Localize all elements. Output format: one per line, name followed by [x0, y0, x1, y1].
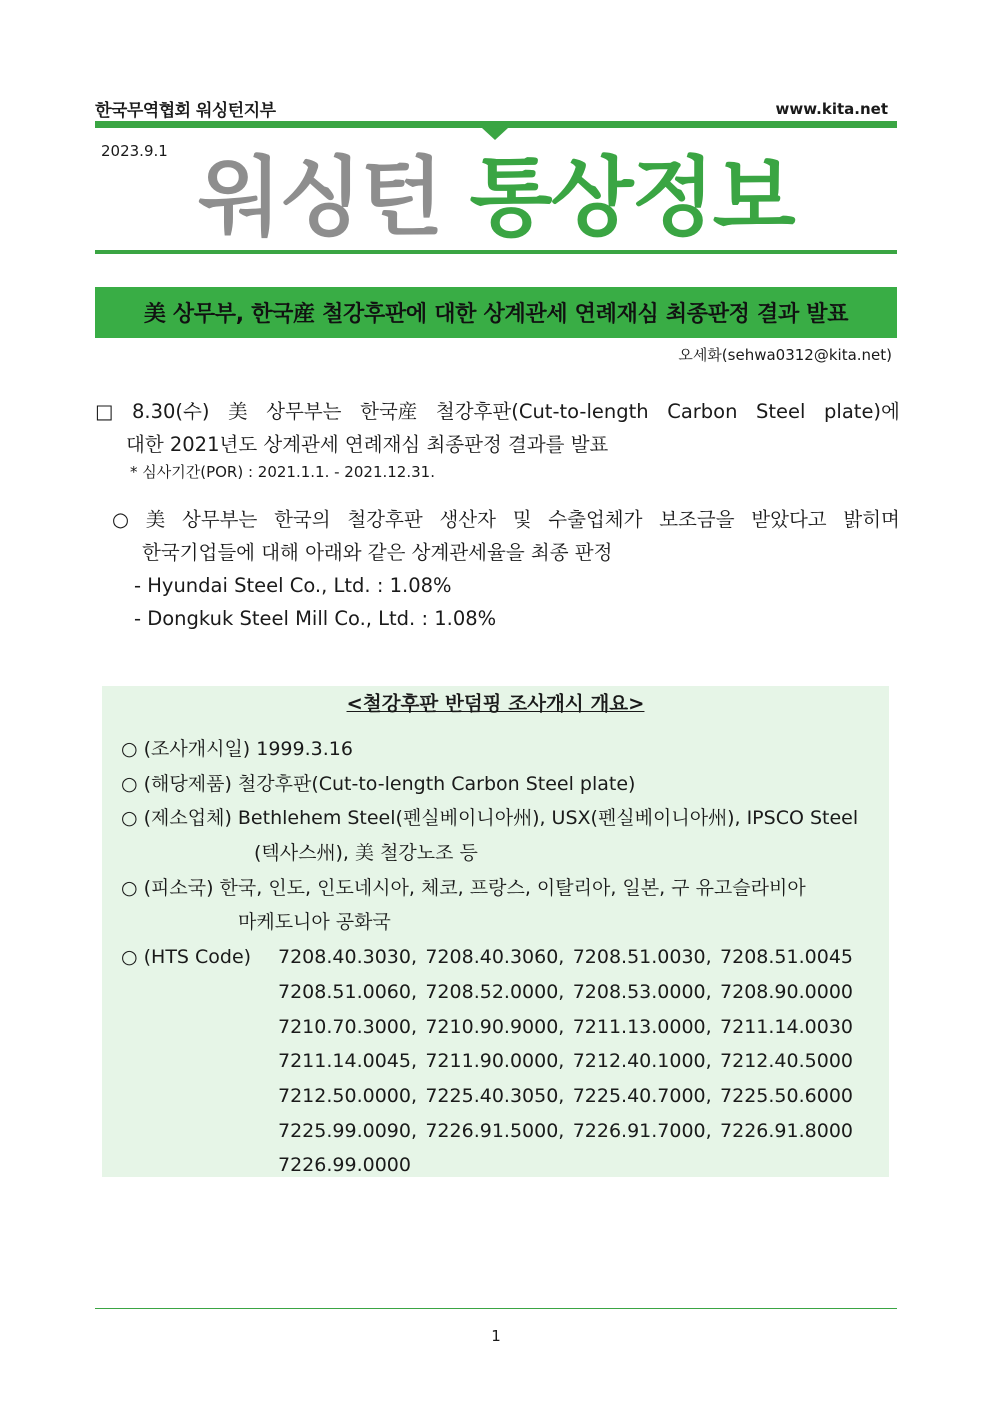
summary-item-countries: ○ (피소국) 한국, 인도, 인도네시아, 체코, 프랑스, 이탈리아, 일본, 구 유고슬라비아 — [121, 877, 806, 899]
hts-code: 7212.50.0000, — [278, 1085, 418, 1107]
word: 철강후판 — [347, 508, 423, 531]
word: 받았다고 — [751, 508, 827, 531]
review-period-note: * 심사기간(POR) : 2021.1.1. - 2021.12.31. — [130, 463, 435, 481]
header-notch — [482, 128, 508, 140]
word: plate)에 — [824, 400, 900, 423]
author: 오세화(sehwa0312@kita.net) — [678, 346, 892, 364]
organization-name: 한국무역협회 워싱턴지부 — [95, 101, 276, 121]
hts-code: 7211.14.0045, — [278, 1050, 418, 1072]
summary-item-petitioners: ○ (제소업체) Bethlehem Steel(펜실베이니아州), USX(펜실베이니아州), IPSCO Steel — [121, 807, 859, 829]
word: 8.30(수) — [132, 400, 210, 423]
hts-code: 7212.40.5000 — [720, 1050, 853, 1072]
summary-box-title: <철강후판 반덤핑 조사개시 개요> — [346, 692, 645, 715]
issue-date: 2023.9.1 — [101, 142, 168, 160]
page-number: 1 — [491, 1327, 501, 1345]
hts-code: 7208.52.0000, — [425, 981, 565, 1003]
hts-code: 7226.99.0000 — [278, 1154, 411, 1176]
summary-item-initiation-date: ○ (조사개시일) 1999.3.16 — [121, 738, 353, 760]
hts-code: 7226.91.8000 — [720, 1120, 853, 1142]
hts-code: 7208.53.0000, — [572, 981, 712, 1003]
footer-rule — [95, 1308, 897, 1309]
word: 생산자 — [439, 508, 496, 531]
square-bullet: □ — [95, 400, 114, 423]
word: Carbon — [667, 400, 738, 423]
hts-code-row — [278, 1085, 853, 1107]
word: 밝히며 — [843, 508, 900, 531]
banner-rule — [95, 250, 897, 254]
hts-code: 7211.13.0000, — [572, 1016, 712, 1038]
hts-code-row — [278, 946, 853, 968]
paragraph-2-line-2: 한국기업들에 대해 아래와 같은 상계관세율을 최종 판정 — [142, 541, 613, 564]
hts-code-row — [278, 1120, 853, 1142]
word: 철강후판(Cut-to-length — [435, 400, 649, 423]
hts-code: 7210.70.3000, — [278, 1016, 418, 1038]
article-title: 美 상무부, 한국産 철강후판에 대한 상계관세 연례재심 최종판정 결과 발표 — [143, 302, 849, 327]
circle-bullet: ○ — [112, 508, 130, 531]
article-title-bar — [95, 287, 897, 338]
summary-item-product: ○ (해당제품) 철강후판(Cut-to-length Carbon Steel plate) — [121, 773, 636, 795]
hts-code: 7208.51.0045 — [720, 946, 853, 968]
word: 상무부는 — [182, 508, 258, 531]
hts-code: 7225.99.0090, — [278, 1120, 418, 1142]
hts-code: 7211.90.0000, — [425, 1050, 565, 1072]
word: 수출업체가 — [548, 508, 643, 531]
paragraph-2 — [112, 503, 900, 635]
company-rate-item: - Hyundai Steel Co., Ltd. : 1.08% — [134, 574, 452, 597]
hts-code: 7225.40.7000, — [572, 1085, 712, 1107]
hts-code: 7208.40.3060, — [425, 946, 565, 968]
summary-item-petitioners-cont: (텍사스州), 美 철강노조 등 — [254, 842, 478, 864]
hts-code: 7208.51.0030, — [572, 946, 712, 968]
hts-code: 7225.40.3050, — [425, 1085, 565, 1107]
word: Steel — [756, 400, 806, 423]
hts-code: 7226.91.7000, — [572, 1120, 712, 1142]
summary-item-countries-cont: 마케도니아 공화국 — [238, 911, 391, 933]
hts-code: 7226.91.5000, — [425, 1120, 565, 1142]
hts-code: 7210.90.9000, — [425, 1016, 565, 1038]
newsletter-banner — [0, 148, 992, 248]
word: 보조금을 — [659, 508, 735, 531]
paragraph-2-line-1 — [112, 503, 900, 536]
word: 한국産 — [360, 400, 418, 423]
hts-code-row — [278, 981, 853, 1003]
hts-code-row — [278, 1016, 853, 1038]
word: 상무부는 — [266, 400, 342, 423]
hts-code: 7208.40.3030, — [278, 946, 418, 968]
word: 美 — [228, 400, 248, 423]
hts-code: 7208.90.0000 — [720, 981, 853, 1003]
word: 美 — [145, 508, 166, 531]
company-rate-item: - Dongkuk Steel Mill Co., Ltd. : 1.08% — [134, 607, 497, 630]
header-rule — [95, 121, 897, 128]
word: 한국의 — [274, 508, 331, 531]
investigation-summary-box — [102, 686, 889, 1177]
paragraph-1-line-1 — [95, 395, 900, 428]
hts-code: 7212.40.1000, — [572, 1050, 712, 1072]
summary-item-hts-label: ○ (HTS Code) — [121, 946, 252, 968]
hts-code-row — [278, 1154, 853, 1176]
banner-green-text: 통상정보 — [469, 148, 794, 248]
hts-code: 7225.50.6000 — [720, 1085, 853, 1107]
paragraph-1 — [95, 395, 900, 461]
hts-code: 7211.14.0030 — [720, 1016, 853, 1038]
word: 및 — [512, 508, 532, 531]
hts-code: 7208.51.0060, — [278, 981, 418, 1003]
banner-gray-text: 워싱턴 — [198, 148, 442, 248]
website-url: www.kita.net — [775, 100, 888, 118]
hts-code-row — [278, 1050, 853, 1072]
paragraph-1-line-2: 대한 2021년도 상계관세 연례재심 최종판정 결과를 발표 — [126, 433, 609, 456]
